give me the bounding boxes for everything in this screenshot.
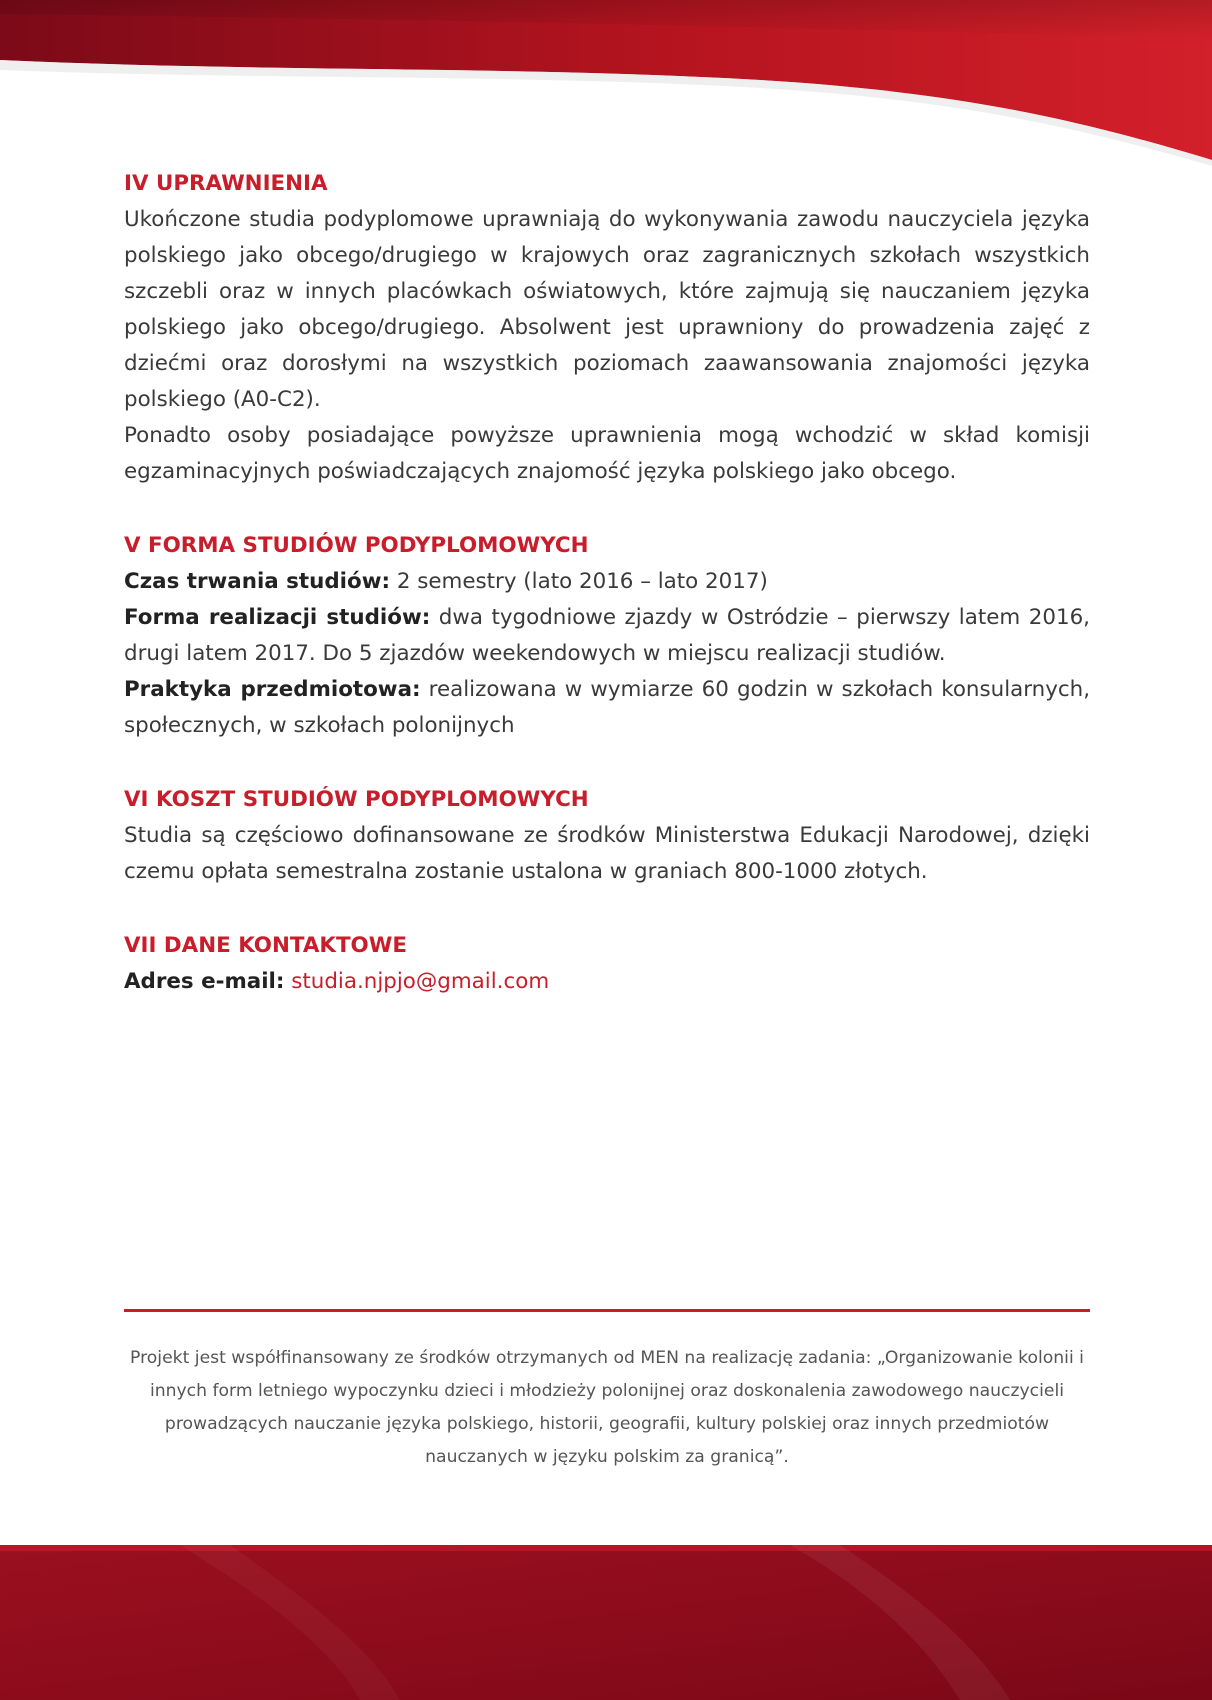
praktyka-line [124, 672, 1090, 744]
czas-trwania-line [124, 564, 1090, 600]
section-kontakt [124, 928, 1090, 1000]
section-heading-forma: V FORMA STUDIÓW PODYPLOMOWYCH [124, 533, 589, 558]
koszt-paragraph: Studia są częściowo dofinansowane ze środków Ministerstwa Edukacji Narodowej, dzięki czemu opłata semestralna zostanie ustalona w graniach 800-1000 złotych. [124, 823, 1090, 884]
section-forma [124, 528, 1090, 744]
email-label: Adres e-mail: [124, 969, 285, 994]
section-koszt [124, 782, 1090, 890]
email-link[interactable]: studia.njpjo@gmail.com [291, 969, 550, 994]
forma-realizacji-value: dwa tygodniowe zjazdy w Ostródzie – pierwszy latem 2016, drugi latem 2017. Do 5 zjazdów weekendowych w miejscu realizacji studiów. [124, 605, 1090, 666]
funding-note: Projekt jest współfinansowany ze środków otrzymanych od MEN na realizację zadania: „Organizowanie kolonii i innych form letniego wypoczynku dzieci i młodzieży polonijnej oraz doskonalenia zawodowego nauczycieli prowadzących nauczanie języka polskiego, historii, geografii, kultury polskiej oraz innych przedmiotów nauczanych w języku polskim za granicą”. [130, 1348, 1084, 1468]
praktyka-label: Praktyka przedmiotowa: [124, 677, 421, 702]
email-line [124, 964, 1090, 1000]
section-heading-koszt: VI KOSZT STUDIÓW PODYPLOMOWYCH [124, 787, 589, 812]
forma-realizacji-label: Forma realizacji studiów: [124, 605, 431, 630]
footer-divider [124, 1309, 1090, 1312]
main-content [124, 166, 1090, 1038]
section-heading-uprawnienia: IV UPRAWNIENIA [124, 171, 328, 196]
section-heading-kontakt: VII DANE KONTAKTOWE [124, 933, 407, 958]
forma-realizacji-line [124, 600, 1090, 672]
top-red-banner [0, 0, 1212, 170]
uprawnienia-paragraph-1: Ukończone studia podyplomowe uprawniają do wykonywania zawodu nauczyciela języka polskiego jako obcego/drugiego w krajowych oraz zagranicznych szkołach wszystkich szczebli oraz w innych placówkach oświatowych, które zajmują się nauczaniem języka polskiego jako obcego/drugiego. Absolwent jest uprawniony do prowadzenia zajęć z dziećmi oraz dorosłymi na wszystkich poziomach zaawansowania znajomości języka polskiego (A0-C2). [124, 207, 1090, 412]
czas-trwania-label: Czas trwania studiów: [124, 569, 391, 594]
czas-trwania-value: 2 semestry (lato 2016 – lato 2017) [390, 569, 768, 594]
uprawnienia-paragraph-2: Ponadto osoby posiadające powyższe uprawnienia mogą wchodzić w skład komisji egzaminacyjnych poświadczających znajomość języka polskiego jako obcego. [124, 423, 1090, 484]
section-uprawnienia [124, 166, 1090, 490]
praktyka-value: realizowana w wymiarze 60 godzin w szkołach konsularnych, społecznych, w szkołach polonijnych [124, 677, 1090, 738]
bottom-red-banner [0, 1545, 1212, 1700]
